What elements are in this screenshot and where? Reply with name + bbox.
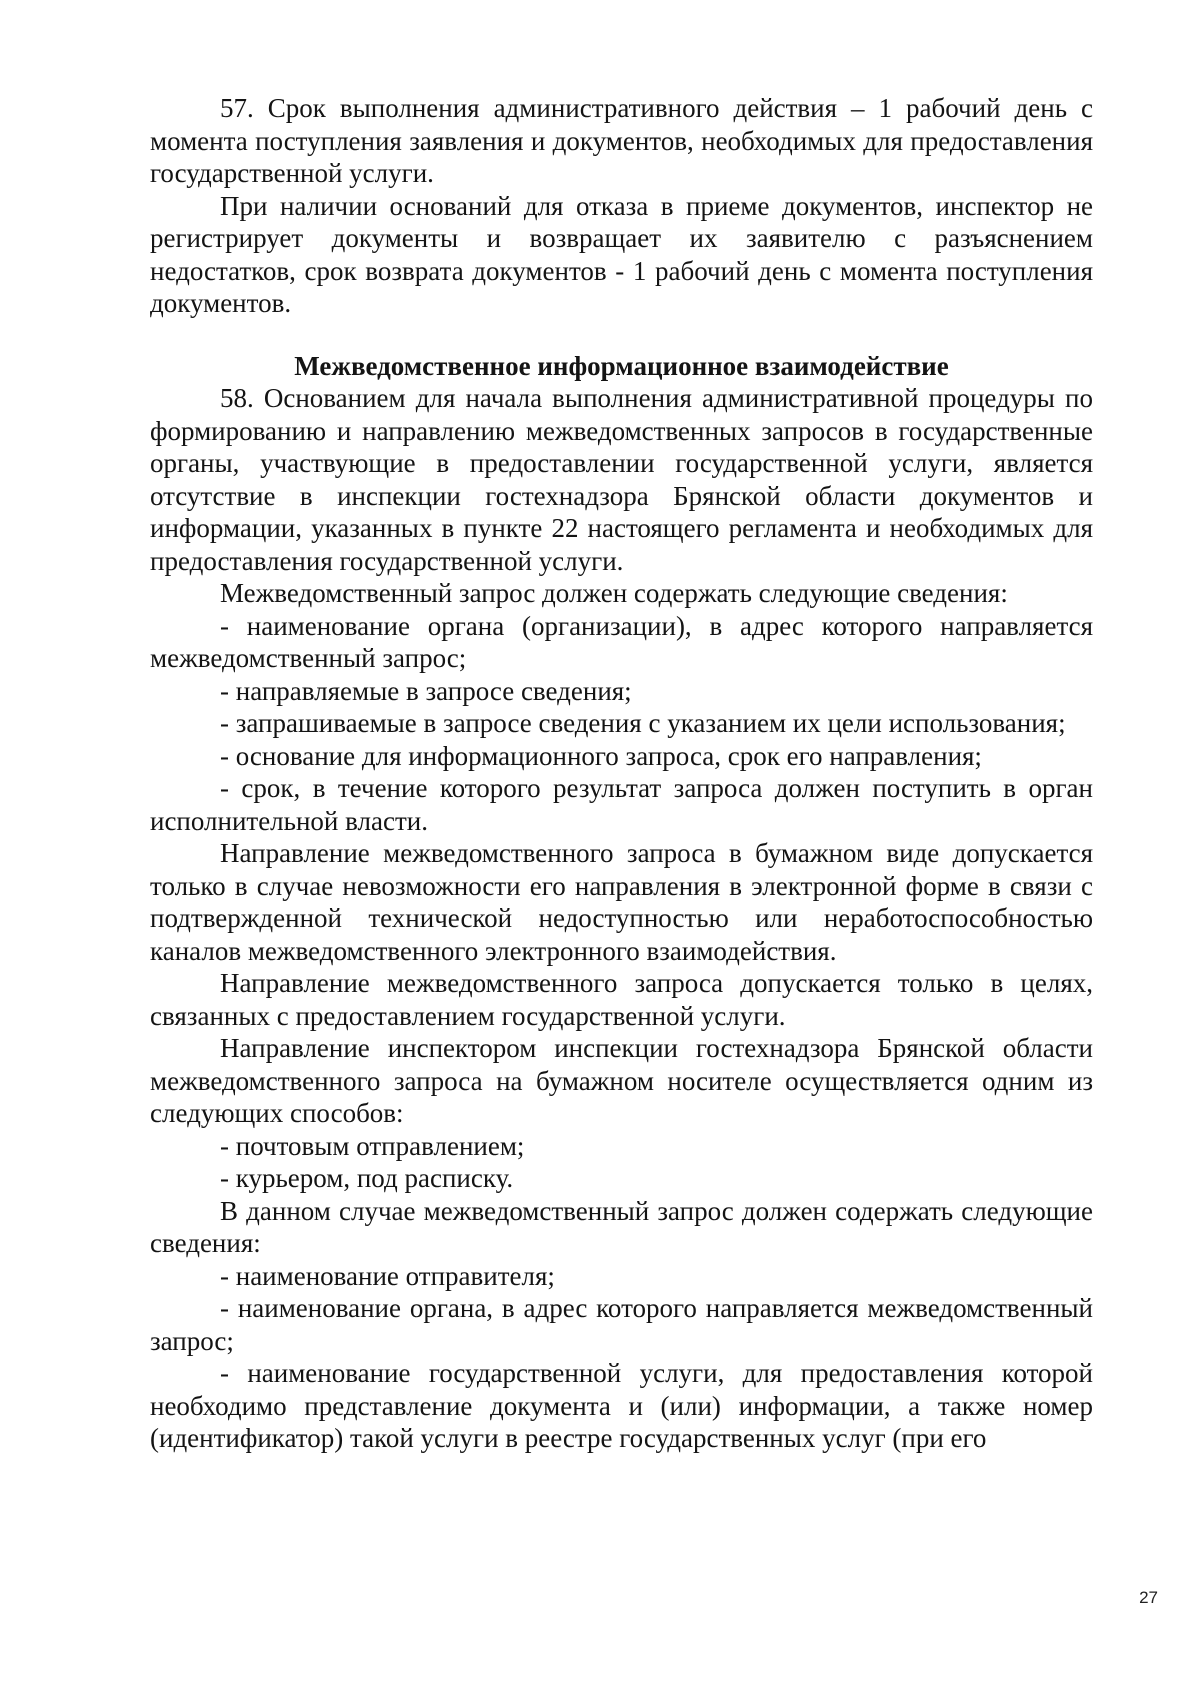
paragraph-paper-form: Направление межведомственного запроса в бумажном виде допускается только в случае невозможности его направления в электронной форме в связи с подтвержденной технической недоступностью или неработоспособностью каналов межведомственного электронного взаимодействия. [150,838,1093,966]
paragraph-purpose: Направление межведомственного запроса допускается только в целях, связанных с предоставлением государственной услуги. [150,968,1093,1031]
document-page [150,92,1093,1455]
paragraph-paper-contents: В данном случае межведомственный запрос должен содержать следующие сведения: [150,1195,1093,1258]
paragraph-58: 58. Основанием для начала выполнения административной процедуры по формированию и направлению межведомственных запросов в государственные органы, участвующие в предоставлении государственной услуги, является отсутствие в инспекции гостехнадзора Брянской области документов и информации, указанных в пункте 22 настоящего регламента и необходимых для предоставления государственной услуги. [150,383,1093,576]
page-number: 27 [1139,1588,1158,1607]
list-item-recipient-organ: - наименование органа, в адрес которого направляется межведомственный запрос; [150,1293,1093,1356]
list-item-requested-info: - запрашиваемые в запросе сведения с указанием их цели использования; [220,708,1066,738]
section-heading: Межведомственное информационное взаимодействие [294,350,949,381]
list-item-postal: - почтовым отправлением; [220,1130,525,1161]
list-item-sender-name: - наименование отправителя; [220,1260,555,1291]
paragraph-57: 57. Срок выполнения административного действия – 1 рабочий день с момента поступления заявления и документов, необходимых для предоставления государственной услуги. [150,93,1093,188]
paragraph-request-contents: Межведомственный запрос должен содержать следующие сведения: [220,578,1008,608]
list-item-courier: - курьером, под расписку. [220,1163,514,1193]
list-item-service-name: - наименование государственной услуги, для предоставления которой необходимо представление документа и (или) информации, а также номер (идентификатор) такой услуги в реестре государственных услуг (при его [150,1358,1093,1453]
paragraph-refusal: При наличии оснований для отказа в приеме документов, инспектор не регистрирует документы и возвращает их заявителю с разъяснением недостатков, срок возврата документов - 1 рабочий день с момента поступления документов. [150,190,1093,318]
list-item-organ-name: - наименование органа (организации), в адрес которого направляется межведомственный запрос; [150,610,1093,673]
paragraph-paper-methods: Направление инспектором инспекции гостехнадзора Брянской области межведомственного запроса на бумажном носителе осуществляется одним из следующих способов: [150,1033,1093,1128]
list-item-deadline: - срок, в течение которого результат запроса должен поступить в орган исполнительной власти. [150,773,1093,836]
list-item-basis: - основание для информационного запроса, срок его направления; [220,740,982,771]
list-item-sent-info: - направляемые в запросе сведения; [220,675,632,706]
